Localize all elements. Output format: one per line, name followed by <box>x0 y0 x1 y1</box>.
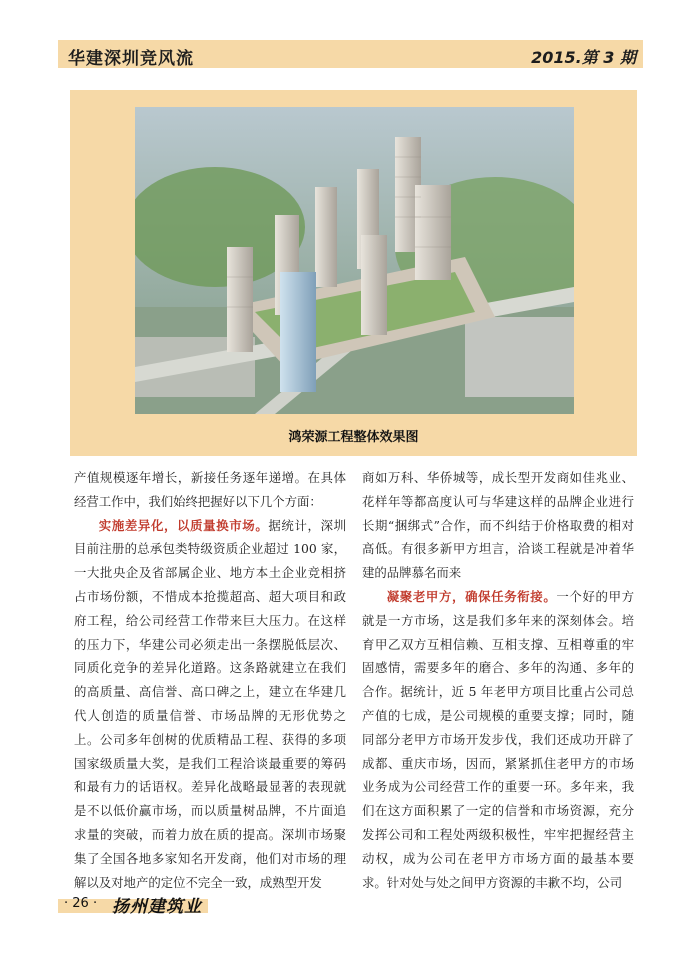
issue-label: 2015.第 3 期 <box>531 48 636 67</box>
section-lead: 凝聚老甲方，确保任务衔接。 <box>386 588 557 604</box>
paragraph: 产值规模逐年增长，新接任务逐年递增。在具体经营工作中，我们始终把握好以下几个方面： <box>74 470 346 509</box>
paragraph-body: 一个好的甲方就是一方市场，这是我们多年来的深刻体会。培育甲乙双方互相信赖、互相支撑、互相尊重的牢固感情，需要多年的磨合、多年的沟通、多年的合作。据统计，近 5 年老甲方项目比重占公司总产值的七成，是公司规模的重要支撑；同时，随同部分老甲方市场开发步伐，我们还成功开辟了成都、重庆市场，因而，紧紧抓住老甲方的市场业务成为公司经营工作的重要一环。多年来，我们在这方面积累了一定的信誉和市场资源，充分发挥公司和工程处两级积极性，牢牢把握经营主动权，成为公司在老甲方市场方面的最基本要求。针对处与处之间甲方资源的丰歉不均，公司 <box>362 588 635 890</box>
left-text-column <box>74 466 346 894</box>
running-title: 华建深圳竞风流 <box>68 49 194 69</box>
paragraph: 商如万科、华侨城等，成长型开发商如佳兆业、花样年等都高度认可与华建这样的品牌企业进行长期“捆绑式”合作，而不纠结于价格取费的相对高低。有很多新甲方坦言，洽谈工程就是冲着华建的品牌慕名而来 <box>362 470 634 581</box>
section-lead: 实施差异化，以质量换市场。 <box>98 517 269 533</box>
page-number: · 26 · <box>64 896 98 911</box>
magazine-logo: 扬州建筑业 <box>112 897 202 917</box>
paragraph <box>362 585 634 894</box>
paragraph-body: 据统计，深圳目前注册的总承包类特级资质企业超过 100 家，一大批央企及省部属企业、地方本土企业竞相挤占市场份额，不惜成本抢揽超高、超大项目和政府工程，给公司经营工作带来巨大压力。在这样的压力下，华建公司必须走出一条摆脱低层次、同质化竞争的差异化道路。这条路就建立在我们的高质量、高信誉、高口碑之上，建立在华建几代人创造的质量信誉、市场品牌的无形优势之上。公司多年创树的优质精品工程、获得的多项国家级质量大奖，是我们工程洽谈最重要的筹码和最有力的话语权。差异化战略最显著的表现就是不以低价赢市场，而以质量树品牌，不片面追求量的突破，而着力放在质的提高。深圳市场聚集了全国各地多家知名开发商，他们对市场的理解以及对地产的定位不完全一致，成熟型开发 <box>74 517 347 890</box>
figure-caption: 鸿荣源工程整体效果图 <box>288 430 419 445</box>
architectural-rendering-image <box>135 107 574 414</box>
right-text-column <box>362 466 634 894</box>
paragraph <box>74 514 346 895</box>
rendering-illustration <box>135 107 574 414</box>
